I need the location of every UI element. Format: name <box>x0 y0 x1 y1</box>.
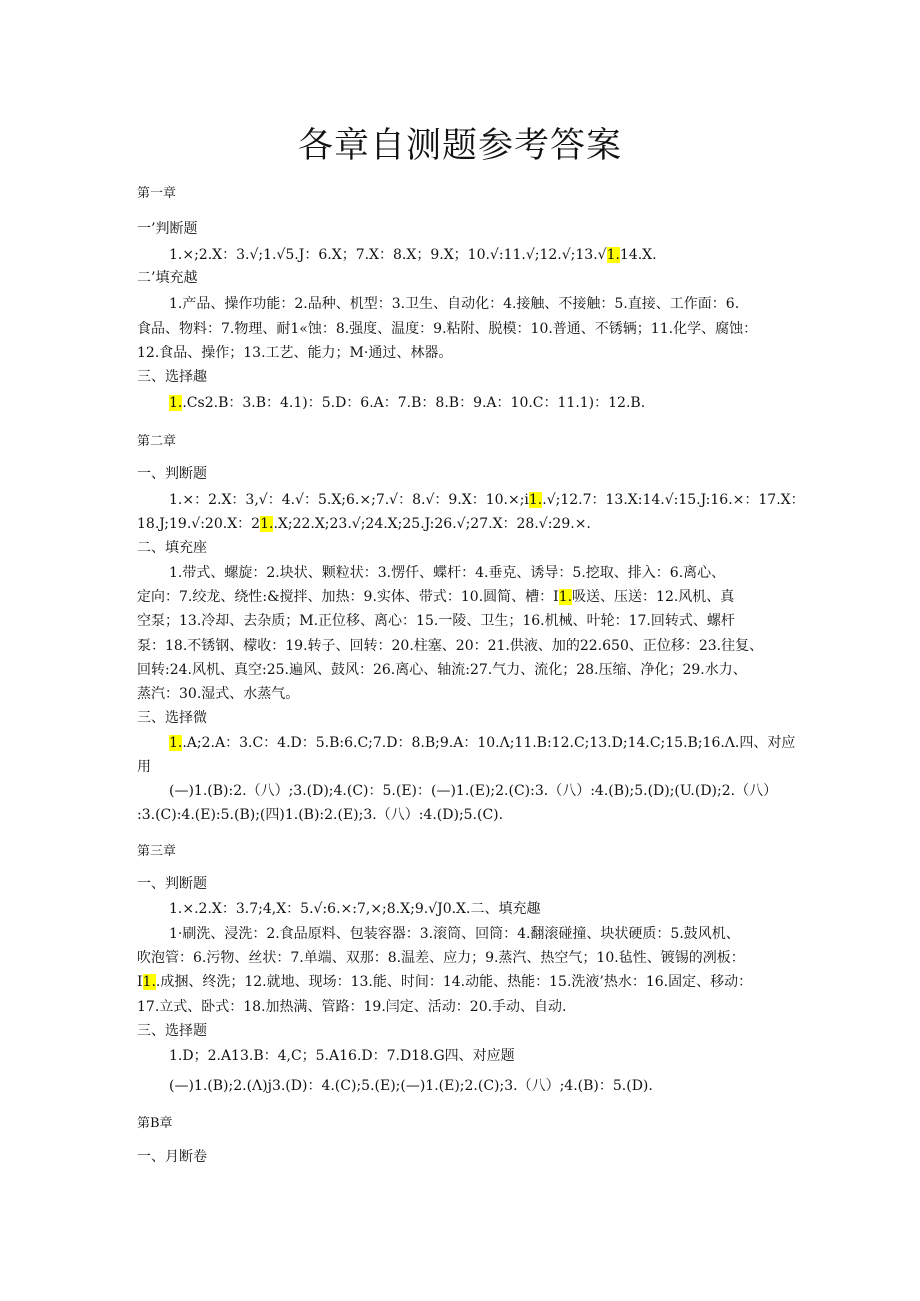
chapter-1-heading: 第一章 <box>137 186 177 201</box>
ch2-fill-heading: 二、填充座 <box>137 540 207 556</box>
ch3-choice-heading: 三、选择题 <box>137 1023 207 1039</box>
ch2-fill-line: 空泵；13.冷却、去杂质；M.正位移、离心：15.一陵、卫生；16.机械、叶轮：17.回转式、螺杆 <box>137 613 735 629</box>
ch1-fill-line: 12.食品、操作；13.工艺、能力；M·通过、林器。 <box>137 345 453 361</box>
text-segment: 1.×;2.X：3.√;1.√5.J：6.X；7.X：8.X；9.X；10.√:11.√;12.√;13.√ <box>169 247 607 263</box>
ch2-fill-line: 泵：18.不锈钢、檬收：19.转子、回转：20.柱塞、20：21.供液、加的22.650、正位移：23.往复、 <box>137 638 764 654</box>
ch2-judgement-line <box>169 489 805 509</box>
ch2-choice-line <box>169 732 795 752</box>
text-segment: 1.×：2.X：3,√：4.√：5.X;6.×;7.√：8.√：9.X：10.×;i <box>169 492 529 508</box>
text-segment: .成捆、终洗；12.就地、现场：13.能、时间：14.动能、热能：15.洗液’热水：16.固定、移动： <box>155 974 753 990</box>
text-segment: 吸送、压送：12.风机、真 <box>572 589 735 605</box>
text-segment: 14.X. <box>619 247 657 263</box>
text-segment: .Cs2.B：3.B：4.1)：5.D：6.A：7.B：8.B：9.A：10.C：11.1)：12.B. <box>182 395 646 411</box>
ch3-fill-line: 1·刷洗、浸洗：2.食品原料、包装容器：3.滚筒、回筒：4.翻滚碰撞、块状硬质：5.鼓风机、 <box>169 926 740 942</box>
text-segment: 定向：7.绞龙、绕性:&搅拌、加热：9.实体、带式：10.圆简、槽：I <box>137 589 559 605</box>
ch3-choice-line: 1.D；2.A13.B：4,C；5.A16.D：7.D18.G四、对应题 <box>169 1048 515 1064</box>
highlight-mark: 1. <box>260 516 274 532</box>
ch3-judgement-line: 1.×.2.X：3.7;4,X：5.√:6.×:7,×;8.X;9.√J0.X.二、填充趣 <box>169 901 541 917</box>
ch2-fill-line: 回转:24.风机、真空:25.遍风、鼓风：26.离心、轴流:27.气力、流化；28.压缩、净化；29.水力、 <box>137 662 747 678</box>
ch3-fill-line: 17.立式、卧式：18.加热满、管路：19.闫定、活动：20.手动、自动. <box>137 999 567 1015</box>
ch2-choice-heading: 三、选择微 <box>137 710 207 726</box>
highlight-mark: 1. <box>142 974 156 990</box>
ch2-fill-line <box>137 586 734 606</box>
ch2-choice-line: (—)1.(B):2.（八）;3.(D);4.(C)：5.(E)：(—)1.(E);2.(C):3.（八）:4.(B);5.(D);(U.(D);2.（八） <box>169 783 778 799</box>
ch1-choice-heading: 三、选择趣 <box>137 369 207 385</box>
ch1-fill-line: 1.产品、操作功能：2.品种、机型：3.卫生、自动化：4.接触、不接触：5.直接、工作面：6. <box>169 296 740 312</box>
ch2-judgement-line <box>137 513 591 533</box>
chapter-3-heading: 第三章 <box>137 844 177 859</box>
ch1-choice-line <box>169 392 645 412</box>
highlight-mark: 1. <box>169 735 183 751</box>
ch1-judgement-heading: 一’判断题 <box>137 221 198 237</box>
text-segment: .X;22.X;23.√;24.X;25.J:26.√;27.X：28.√:29.×. <box>273 516 591 532</box>
highlight-mark: 1. <box>606 247 620 263</box>
ch3-fill-line: 吹泡管：6.污物、丝状：7.单端、双那：8.温差、应力；9.蒸汽、热空气；10.毡性、镀锡的冽板： <box>137 950 745 966</box>
ch2-fill-line: 1.带式、螺旋：2.块状、颗粒状：3.愣仟、蝶杆：4.垂克、诱导：5.挖取、排入：6.离心、 <box>169 565 726 581</box>
ch4-judgement-heading: 一、月断卷 <box>137 1149 207 1165</box>
ch2-choice-line: 用 <box>137 759 151 775</box>
ch1-fill-line: 食品、物料：7.物理、耐1«蚀：8.强度、温度：9.粘附、脱模：10.普通、不锈辆；11.化学、腐蚀： <box>137 321 758 337</box>
highlight-mark: 1. <box>169 395 183 411</box>
ch3-match-line: (—)1.(B);2.(Λ)j3.(D)：4.(C);5.(E);(—)1.(E);2.(C);3.（八）;4.(B)：5.(D). <box>169 1078 653 1094</box>
ch1-fill-heading: 二’填充越 <box>137 270 198 286</box>
ch2-judgement-heading: 一、判断题 <box>137 466 207 482</box>
ch3-judgement-heading: 一、判断题 <box>137 876 207 892</box>
chapter-2-heading: 第二章 <box>137 434 177 449</box>
ch1-judgement-line <box>169 244 657 264</box>
highlight-mark: 1. <box>558 589 573 605</box>
text-segment: 18.J;19.√:20.X：2 <box>137 516 261 532</box>
text-segment: .A;2.A：3.C：4.D：5.B:6.C;7.D：8.B;9.A：10.Λ;11.B:12.C;13.D;14.C;15.B;16.Λ.四、对应 <box>182 735 796 751</box>
page-title: 各章自测题参考答案 <box>297 126 622 166</box>
ch2-choice-line: :3.(C):4.(E):5.(B);(四)1.(B):2.(E);3.（八）:4.(D);5.(C). <box>137 807 504 823</box>
text-segment: I <box>137 974 143 990</box>
highlight-mark: 1. <box>528 492 543 508</box>
text-segment: .√;12.7：13.X:14.√:15.J:16.×：17.X： <box>542 492 805 508</box>
ch2-fill-line: 蒸汽：30.湿式、水蒸气。 <box>137 686 300 702</box>
ch3-fill-line <box>137 971 752 991</box>
chapter-4-heading: 第B章 <box>137 1116 173 1131</box>
